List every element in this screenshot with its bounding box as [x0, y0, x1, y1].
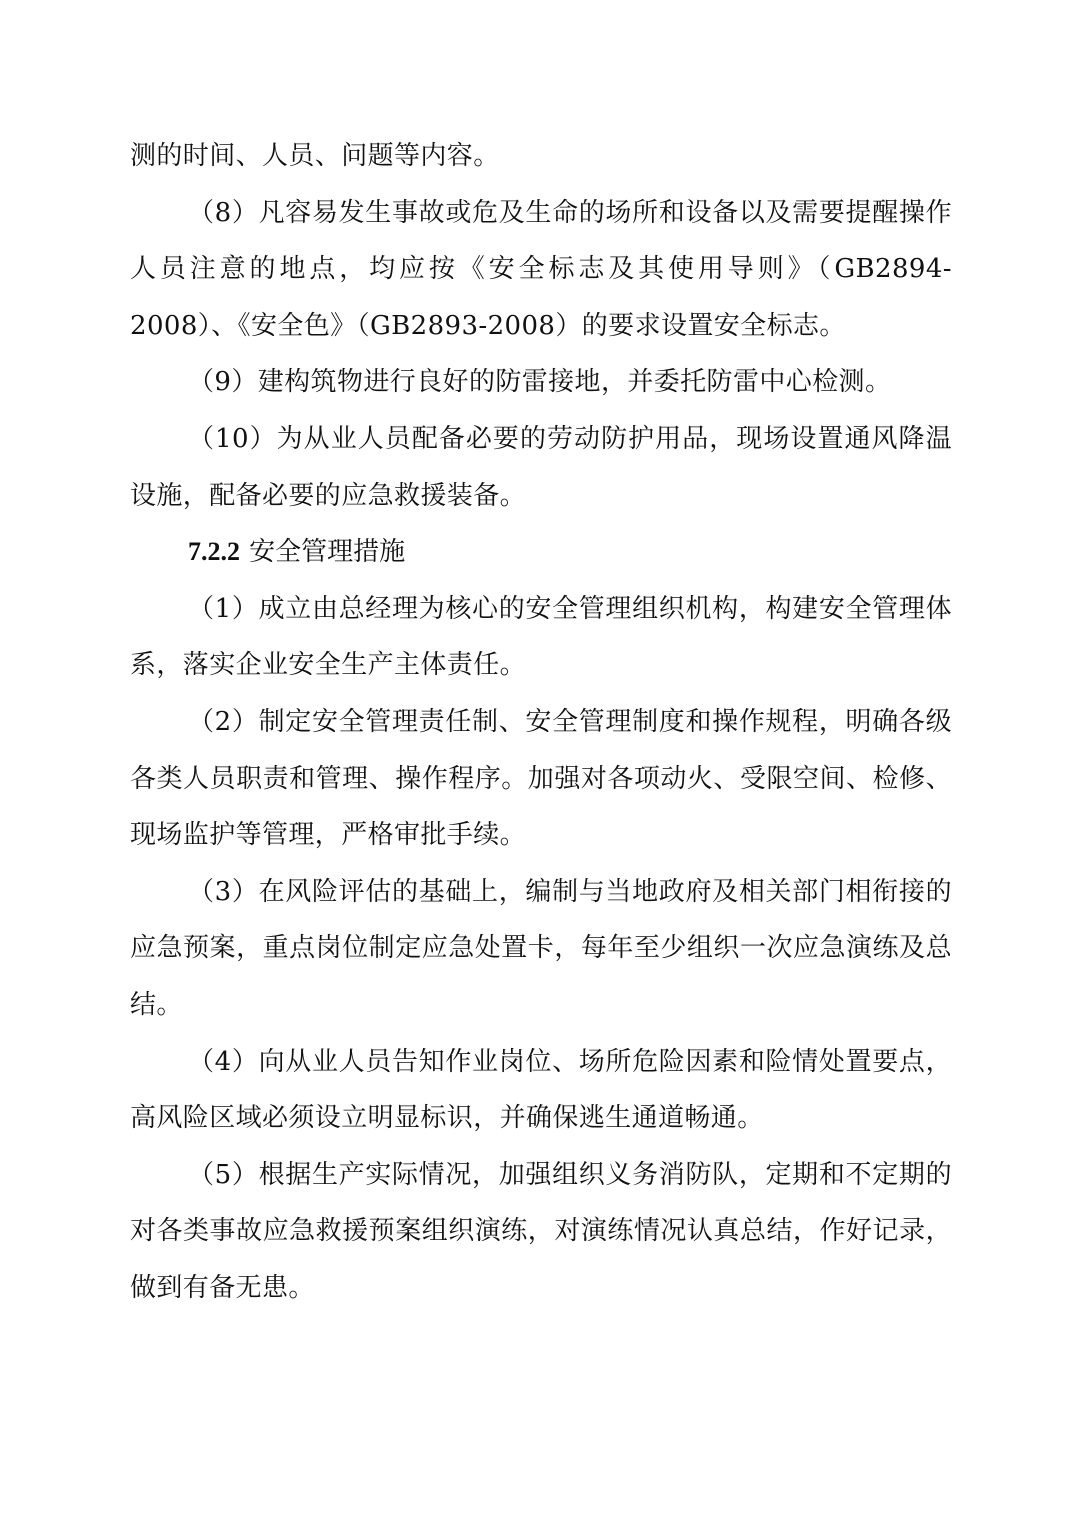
section-number: 7.2.2: [188, 537, 240, 567]
paragraph-item-9: （9）建构筑物进行良好的防雷接地，并委托防雷中心检测。: [188, 367, 892, 398]
paragraph-item-8: （8）凡容易发生事故或危及生命的场所和设备以及需要提醒操作人员注意的地点，均应按《安全标志及其使用导则》（GB2894-2008）、《安全色》（GB2893-2008）的要求设置安全标志。: [130, 197, 952, 341]
measure-item-3: （3）在风险评估的基础上，编制与当地政府及相关部门相衔接的应急预案，重点岗位制定应急处置卡，每年至少组织一次应急演练及总结。: [130, 876, 952, 1020]
document-page: [130, 128, 952, 1316]
section-title: 安全管理措施: [249, 537, 406, 568]
measure-item-5: （5）根据生产实际情况，加强组织义务消防队，定期和不定期的对各类事故应急救援预案组织演练，对演练情况认真总结，作好记录，做到有备无患。: [130, 1159, 952, 1303]
paragraph-item-10: （10）为从业人员配备必要的劳动防护用品，现场设置通风降温设施，配备必要的应急救援装备。: [130, 423, 952, 511]
measure-item-4: （4）向从业人员告知作业岗位、场所危险因素和险情处置要点，高风险区域必须设立明显标识，并确保逃生通道畅通。: [130, 1046, 952, 1134]
measure-item-1: （1）成立由总经理为核心的安全管理组织机构，构建安全管理体系，落实企业安全生产主体责任。: [130, 593, 952, 681]
paragraph-continuation: 测的时间、人员、问题等内容。: [130, 141, 500, 171]
measure-item-2: （2）制定安全管理责任制、安全管理制度和操作规程，明确各级各类人员职责和管理、操作程序。加强对各项动火、受限空间、检修、现场监护等管理，严格审批手续。: [130, 706, 952, 851]
section-heading: [130, 524, 952, 581]
